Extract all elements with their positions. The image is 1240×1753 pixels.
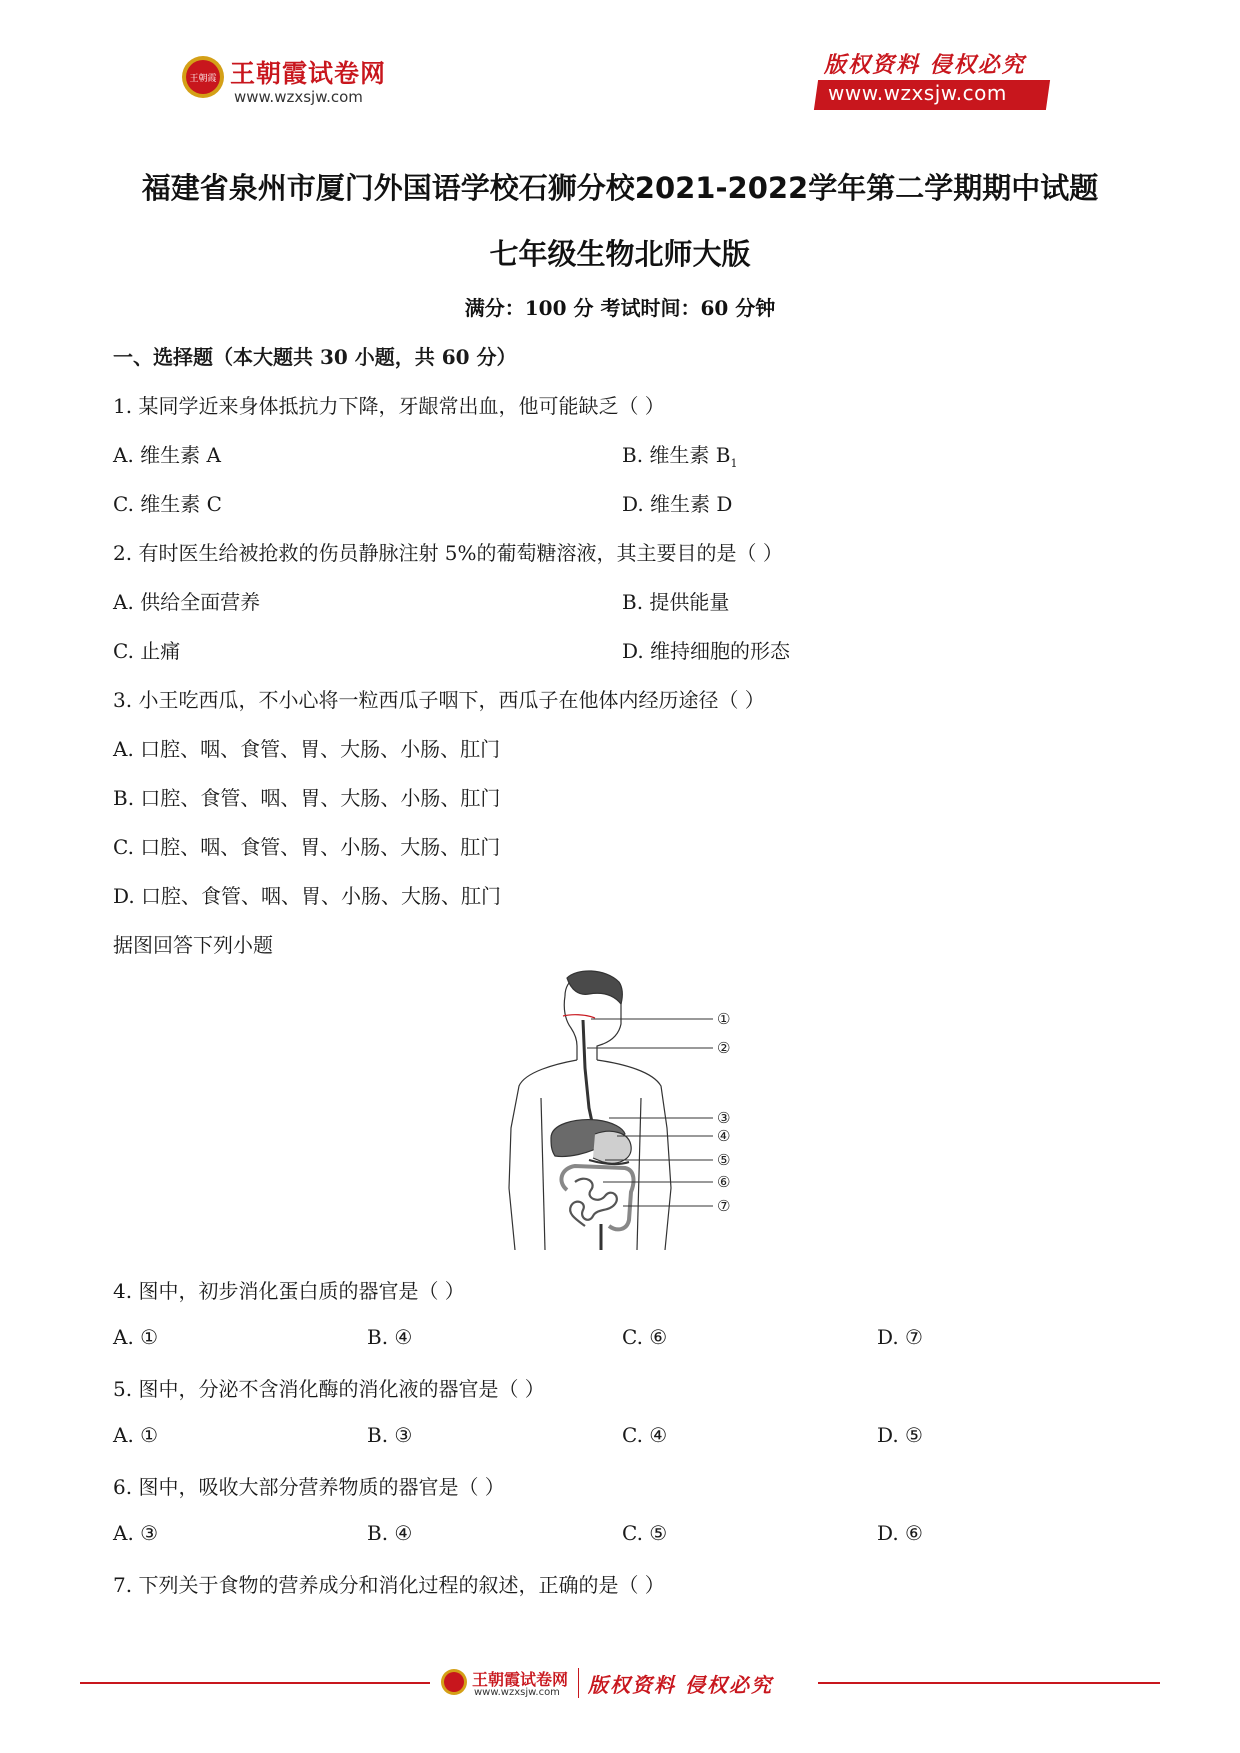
option: A. ③: [113, 1521, 159, 1545]
option: [622, 439, 737, 470]
logo-title: 王朝霞试卷网: [230, 59, 387, 88]
footer-logo-title: 王朝霞试卷网: [472, 1670, 569, 1689]
option: D. ⑦: [877, 1325, 923, 1349]
option: B. ④: [367, 1325, 413, 1349]
option: A. ①: [113, 1325, 159, 1349]
diagram-label: ①: [717, 1010, 731, 1028]
diagram-label: ⑤: [717, 1151, 731, 1169]
option: C. ⑥: [622, 1325, 668, 1349]
footer-separator: [578, 1668, 579, 1698]
section-heading: 一、选择题（本大题共 30 小题，共 60 分）: [113, 345, 517, 369]
footer-logo-url: www.wzxsjw.com: [474, 1687, 560, 1698]
option: C. ④: [622, 1423, 668, 1447]
copyright-text: 版权资料 侵权必究: [824, 52, 1026, 78]
footer-logo: [440, 1664, 810, 1702]
diagram-label: ⑥: [717, 1173, 731, 1191]
option: A. 维生素 A: [113, 443, 221, 467]
logo-badge-text: 王朝霞: [189, 74, 217, 84]
question-stem: 5. 图中，分泌不含消化酶的消化液的器官是（ ）: [113, 1377, 545, 1401]
footer-copyright: 版权资料 侵权必究: [588, 1673, 773, 1697]
option: A. 供给全面营养: [113, 590, 261, 614]
footer-badge-icon: [440, 1668, 468, 1696]
footer-divider: [818, 1682, 1160, 1684]
question-stem: 2. 有时医生给被抢救的伤员静脉注射 5%的葡萄糖溶液，其主要目的是（ ）: [113, 541, 783, 565]
option: B. ④: [367, 1521, 413, 1545]
exam-subtitle: 七年级生物北师大版: [489, 237, 751, 271]
copyright-url: www.wzxsjw.com: [828, 81, 1007, 105]
option: D. ⑥: [877, 1521, 923, 1545]
option-subscript: 1: [730, 457, 738, 470]
option: D. 口腔、食管、咽、胃、小肠、大肠、肛门: [113, 884, 502, 908]
header-logo: [180, 50, 410, 112]
option: C. ⑤: [622, 1521, 668, 1545]
diagram-label: ②: [717, 1039, 731, 1057]
option: C. 止痛: [113, 639, 181, 663]
question-stem: 3. 小王吃西瓜，不小心将一粒西瓜子咽下，西瓜子在他体内经历途径（ ）: [113, 688, 765, 712]
option: D. 维持细胞的形态: [622, 639, 791, 663]
question-stem: 6. 图中，吸收大部分营养物质的器官是（ ）: [113, 1475, 505, 1499]
option: D. 维生素 D: [622, 492, 733, 516]
option: B. ③: [367, 1423, 413, 1447]
question-stem: 4. 图中，初步消化蛋白质的器官是（ ）: [113, 1279, 465, 1303]
logo-url: www.wzxsjw.com: [234, 88, 363, 106]
option: A. ①: [113, 1423, 159, 1447]
option: B. 口腔、食管、咽、胃、大肠、小肠、肛门: [113, 786, 501, 810]
option: A. 口腔、咽、食管、胃、大肠、小肠、肛门: [113, 737, 501, 761]
diagram-label: ④: [717, 1127, 731, 1145]
question-stem: 1. 某同学近来身体抵抗力下降，牙龈常出血，他可能缺乏（ ）: [113, 394, 665, 418]
option-text: B. 维生素 B: [622, 443, 731, 467]
diagram-label: ⑦: [717, 1197, 731, 1215]
exam-title: 福建省泉州市厦门外国语学校石狮分校2021-2022学年第二学期期中试题: [141, 171, 1099, 205]
option: C. 维生素 C: [113, 492, 222, 516]
header-copyright: [816, 48, 1056, 112]
diagram-label: ③: [717, 1109, 731, 1127]
question-stem: 7. 下列关于食物的营养成分和消化过程的叙述，正确的是（ ）: [113, 1573, 665, 1597]
digestive-system-diagram: [505, 968, 745, 1250]
option: C. 口腔、咽、食管、胃、小肠、大肠、肛门: [113, 835, 501, 859]
logo-badge-icon: [180, 54, 226, 100]
exam-info: 满分：100 分 考试时间：60 分钟: [464, 296, 776, 320]
footer-divider: [80, 1682, 430, 1684]
figure-intro: 据图回答下列小题: [113, 933, 273, 957]
option: D. ⑤: [877, 1423, 923, 1447]
option: B. 提供能量: [622, 590, 730, 614]
